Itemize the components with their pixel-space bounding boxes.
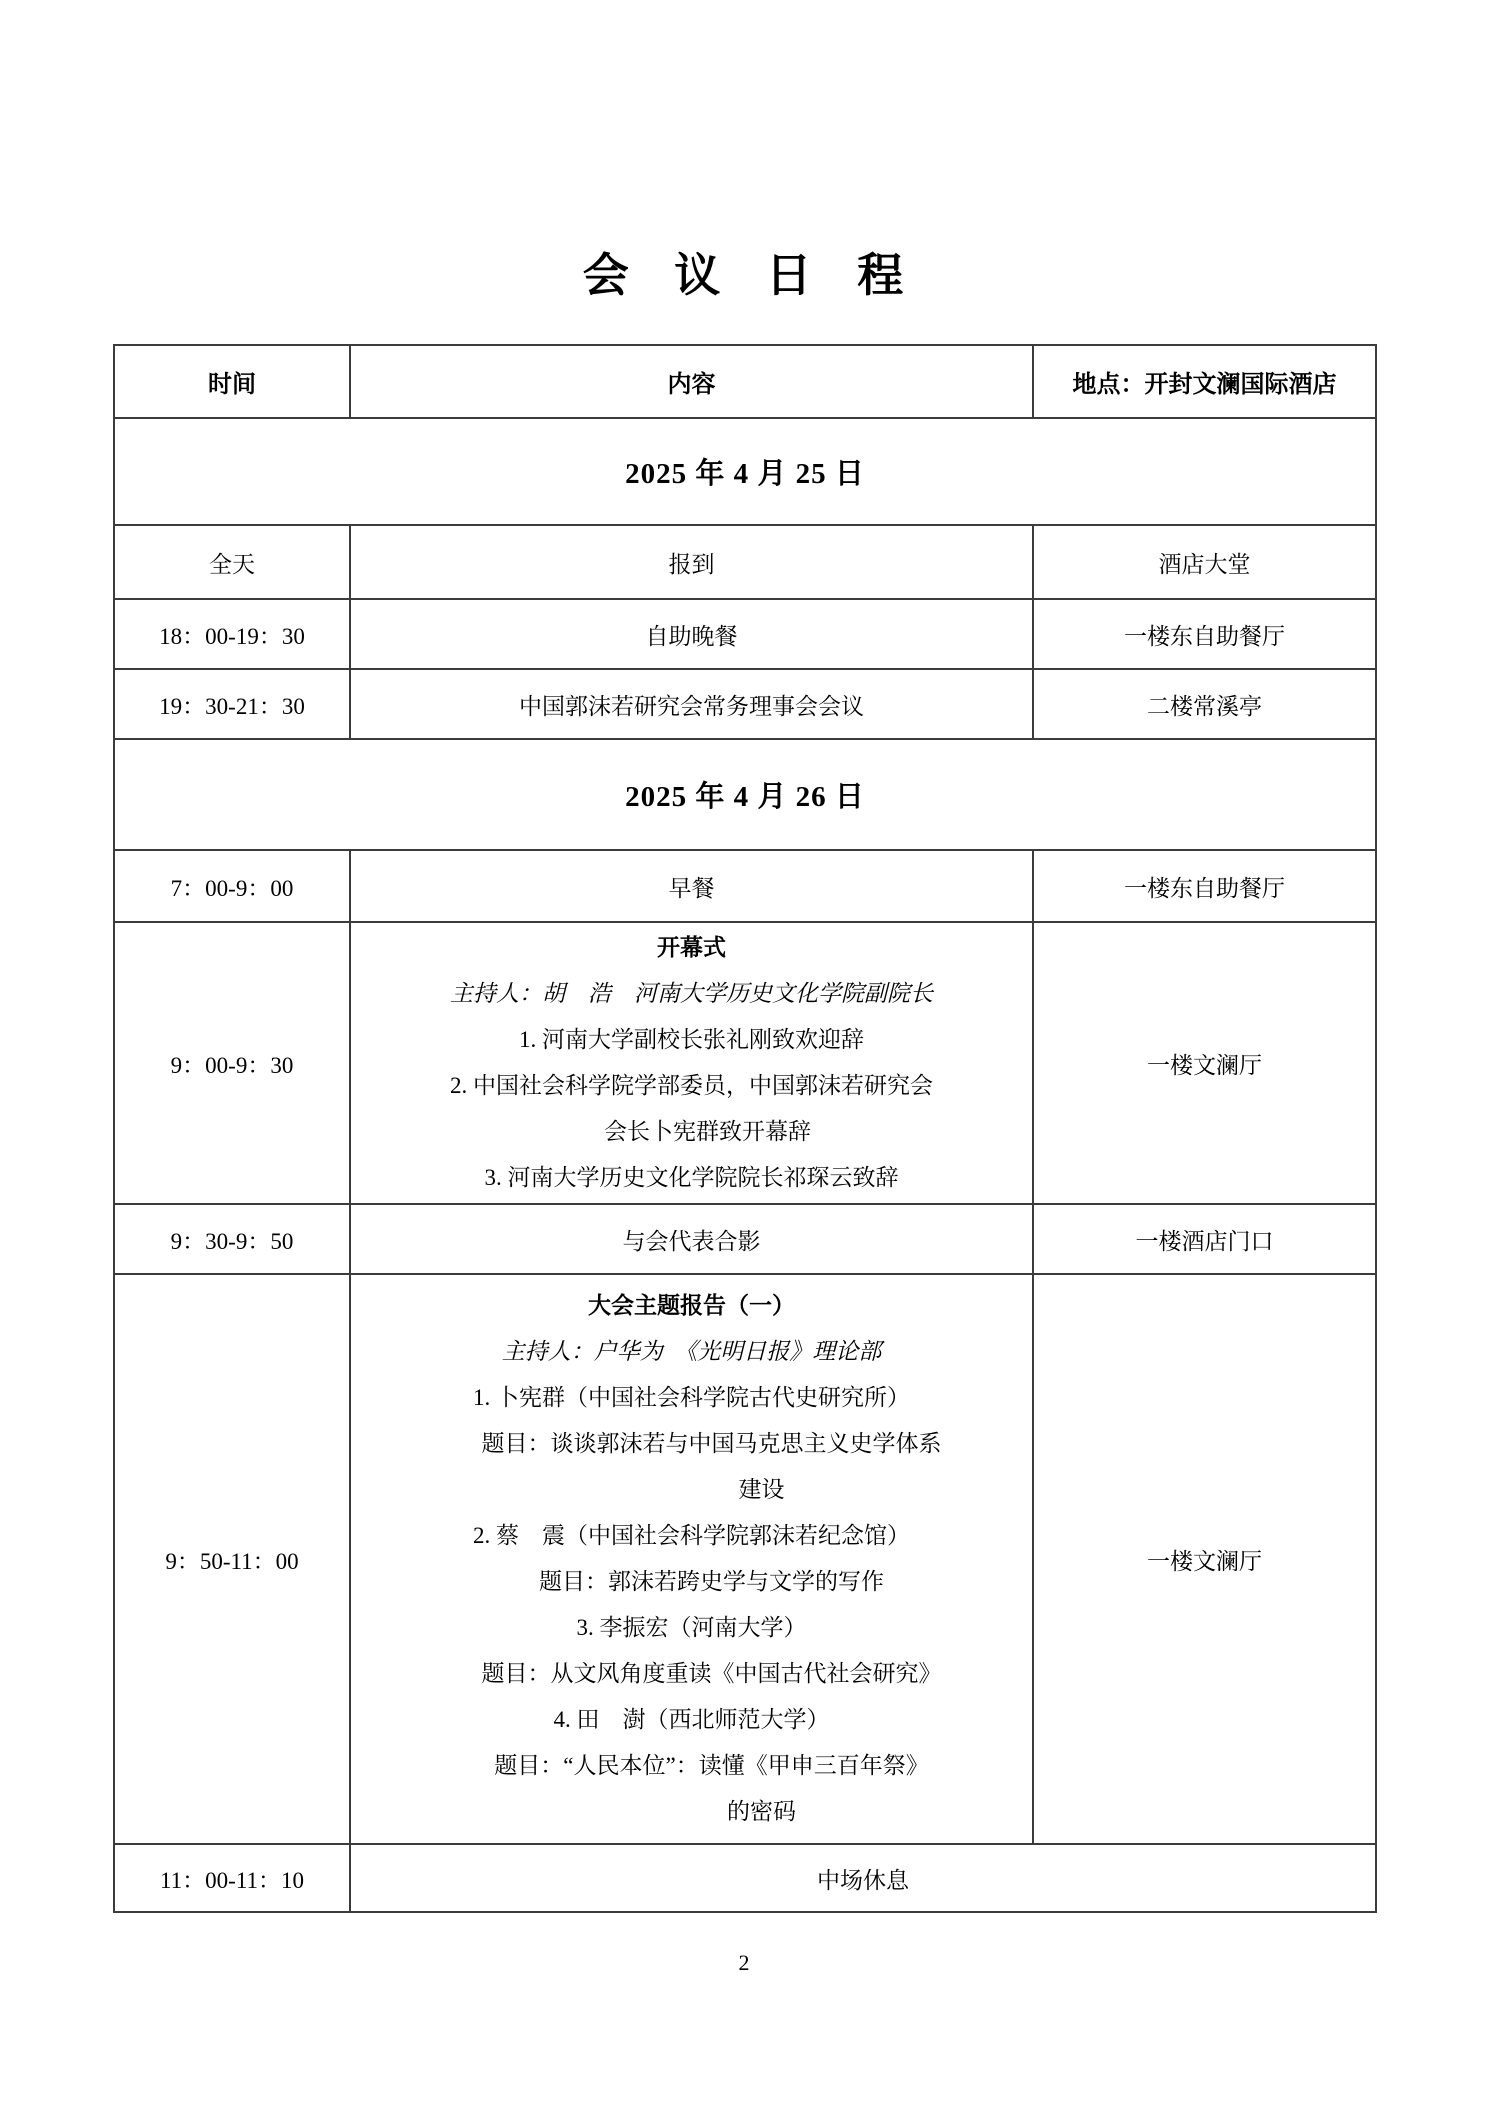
row-group-photo (114, 1204, 1376, 1274)
header-location-cell: 地点：开封文澜国际酒店 (1033, 345, 1376, 418)
row-keynote-1 (114, 1274, 1376, 1844)
row-opening-ceremony (114, 922, 1376, 1204)
opening-ceremony-item: 2. 中国社会科学院学部委员，中国郭沫若研究会 (450, 1073, 933, 1098)
time-cell: 9：50-11：00 (114, 1274, 350, 1844)
date-cell-april-25: 2025 年 4 月 25 日 (114, 418, 1376, 525)
time-cell: 19：30-21：30 (114, 669, 350, 739)
opening-ceremony-host: 主持人：胡 浩 河南大学历史文化学院副院长 (450, 981, 933, 1006)
content-cell: 中国郭沫若研究会常务理事会会议 (350, 669, 1033, 739)
header-content-cell: 内容 (350, 345, 1033, 418)
date-row-april-25 (114, 418, 1376, 525)
content-cell (350, 922, 1033, 1204)
time-cell: 全天 (114, 525, 350, 599)
keynote-1-speaker: 4. 田 澍（西北师范大学） (553, 1707, 830, 1732)
keynote-1-topic-continuation: 建设 (738, 1477, 785, 1502)
opening-ceremony-item: 3. 河南大学历史文化学院院长祁琛云致辞 (484, 1165, 899, 1190)
page-number: 2 (738, 1950, 750, 1975)
time-cell: 7：00-9：00 (114, 850, 350, 922)
location-cell: 二楼常溪亭 (1033, 669, 1376, 739)
location-cell: 酒店大堂 (1033, 525, 1376, 599)
opening-ceremony-item: 1. 河南大学副校长张礼刚致欢迎辞 (519, 1027, 864, 1052)
location-cell: 一楼酒店门口 (1033, 1204, 1376, 1274)
time-cell: 11：00-11：10 (114, 1844, 350, 1912)
row-council-meeting (114, 669, 1376, 739)
content-cell: 中场休息 (350, 1844, 1376, 1912)
time-cell: 9：00-9：30 (114, 922, 350, 1204)
keynote-1-host: 主持人：户华为 《光明日报》理论部 (501, 1339, 882, 1364)
date-row-april-26 (114, 739, 1376, 850)
opening-ceremony-title: 开幕式 (657, 935, 726, 960)
schedule-table (113, 344, 1377, 1913)
time-cell: 18：00-19：30 (114, 599, 350, 669)
opening-ceremony-item-continuation: 会长卜宪群致开幕辞 (604, 1119, 811, 1144)
keynote-1-topic: 题目：郭沫若跨史学与文学的写作 (539, 1569, 884, 1594)
date-cell-april-26: 2025 年 4 月 26 日 (114, 739, 1376, 850)
row-mid-break (114, 1844, 1376, 1912)
keynote-1-topic: 题目：“人民本位”：读懂《甲申三百年祭》 (494, 1753, 929, 1778)
keynote-1-topic: 题目：谈谈郭沫若与中国马克思主义史学体系 (481, 1431, 942, 1456)
row-checkin (114, 525, 1376, 599)
location-cell: 一楼东自助餐厅 (1033, 599, 1376, 669)
content-cell (350, 1274, 1033, 1844)
content-cell: 自助晚餐 (350, 599, 1033, 669)
keynote-1-topic-continuation: 的密码 (727, 1799, 796, 1824)
table-header-row (114, 345, 1376, 418)
location-cell: 一楼文澜厅 (1033, 1274, 1376, 1844)
location-cell: 一楼文澜厅 (1033, 922, 1376, 1204)
content-cell: 报到 (350, 525, 1033, 599)
location-cell: 一楼东自助餐厅 (1033, 850, 1376, 922)
row-breakfast (114, 850, 1376, 922)
keynote-1-title: 大会主题报告（一） (588, 1293, 795, 1318)
time-cell: 9：30-9：50 (114, 1204, 350, 1274)
row-dinner (114, 599, 1376, 669)
content-cell: 早餐 (350, 850, 1033, 922)
document-title: 会 议 日 程 (582, 250, 906, 301)
header-time-cell: 时间 (114, 345, 350, 418)
content-cell: 与会代表合影 (350, 1204, 1033, 1274)
keynote-1-topic: 题目：从文风角度重读《中国古代社会研究》 (481, 1661, 942, 1686)
keynote-1-speaker: 2. 蔡 震（中国社会科学院郭沫若纪念馆） (473, 1523, 910, 1548)
keynote-1-speaker: 3. 李振宏（河南大学） (576, 1615, 807, 1640)
keynote-1-speaker: 1. 卜宪群（中国社会科学院古代史研究所） (473, 1385, 910, 1410)
